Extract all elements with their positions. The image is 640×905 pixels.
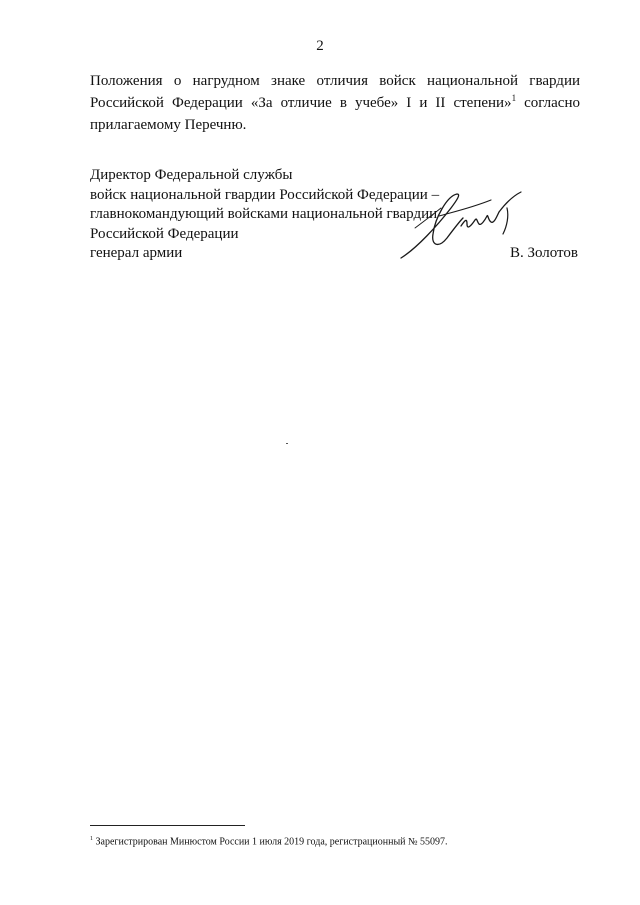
- signatory-title-line-4: Российской Федерации: [90, 225, 239, 242]
- footnote-divider: [90, 825, 245, 826]
- footnote-marker: 1: [90, 836, 93, 842]
- footnote-reference: 1: [511, 93, 517, 103]
- footnote-text: Зарегистрирован Минюстом России 1 июля 2019 года, регистрационный № 55097.: [93, 836, 448, 848]
- signatory-rank: генерал армии: [90, 245, 183, 261]
- signatory-title-line-1: Директор Федеральной службы: [90, 167, 293, 183]
- footnote: [90, 833, 590, 848]
- signatory-name: В. Золотов: [509, 245, 578, 261]
- body-paragraph: [90, 70, 580, 136]
- signatory-title-line-2: войск национальной гвардии Российской Федерации –: [90, 186, 440, 203]
- page-number: 2: [316, 38, 324, 54]
- signatory-title-line-3: главнокомандующий войсками национальной гвардии: [90, 206, 438, 222]
- body-text-end: согласно прилагаемому Перечню.: [90, 95, 580, 133]
- body-text: Положения о нагрудном знаке отличия войск национальной гвардии Российской Федерации «За отличие в учебе» I и II степени»: [90, 73, 580, 111]
- scan-speck: [286, 443, 288, 444]
